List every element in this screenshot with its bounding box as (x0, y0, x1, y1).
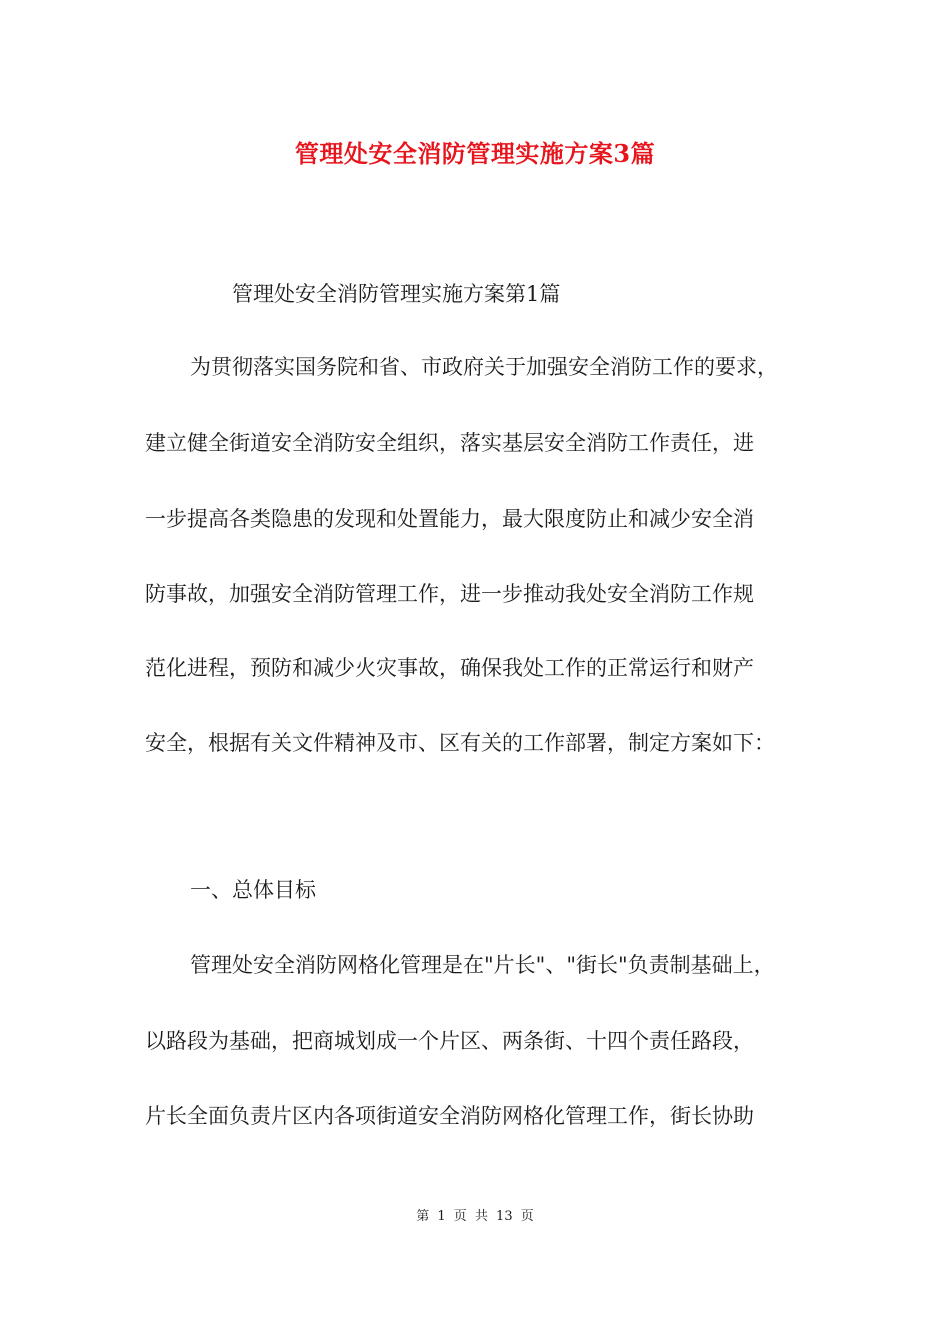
paragraph-line: 管理处安全消防网格化管理是在"片长"、"街长"负责制基础上， (190, 953, 775, 977)
paragraph-line: 安全，根据有关文件精神及市、区有关的工作部署，制定方案如下： (145, 731, 775, 755)
paragraph-line: 为贯彻落实国务院和省、市政府关于加强安全消防工作的要求， (190, 355, 778, 379)
paragraph-line: 一步提高各类隐患的发现和处置能力，最大限度防止和减少安全消 (145, 507, 754, 531)
paragraph-line: 范化进程，预防和减少火灾事故，确保我处工作的正常运行和财产 (145, 656, 754, 680)
section-subtitle: 管理处安全消防管理实施方案第1篇 (232, 282, 561, 306)
page-number-footer: 第 1 页 共 13 页 (416, 1209, 534, 1224)
section-heading: 一、总体目标 (190, 878, 316, 902)
document-title: 管理处安全消防管理实施方案3篇 (294, 139, 656, 168)
paragraph-line: 防事故，加强安全消防管理工作，进一步推动我处安全消防工作规 (145, 582, 754, 606)
paragraph-line: 片长全面负责片区内各项街道安全消防网格化管理工作，街长协助 (145, 1104, 754, 1128)
paragraph-line: 建立健全街道安全消防安全组织，落实基层安全消防工作责任，进 (145, 431, 754, 455)
paragraph-line: 以路段为基础，把商城划成一个片区、两条街、十四个责任路段， (145, 1029, 754, 1053)
